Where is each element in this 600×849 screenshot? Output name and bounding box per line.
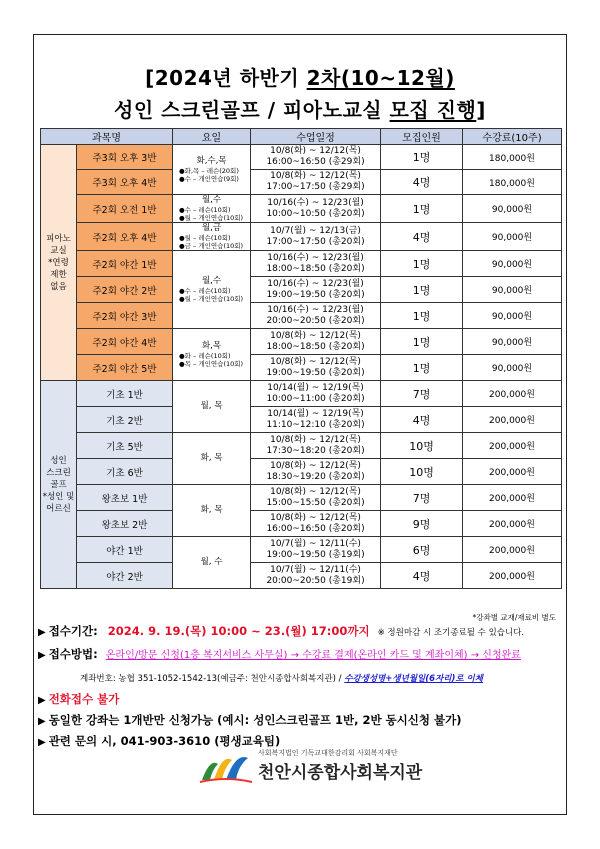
- schedule-cell: [251, 251, 381, 277]
- class-name: 야간 2반: [77, 563, 173, 589]
- schedule-time: 18:30~19:20 (총20회): [266, 471, 365, 482]
- fee-cell: 180,000원: [463, 145, 562, 170]
- table-row: [41, 195, 562, 223]
- piano-cat-line: 제한: [50, 269, 67, 280]
- schedule-time: 10:00~10:50 (총20회): [266, 208, 365, 219]
- golf-cat-line: *성인 및: [42, 491, 75, 502]
- triangle-bullet-icon: ▶: [38, 627, 46, 638]
- period-note: ※ 정원마감 시 조기종료될 수 있습니다.: [377, 628, 525, 638]
- schedule-time: 17:30~18:20 (총20회): [266, 445, 365, 456]
- recruit-cell: 4명: [381, 407, 463, 433]
- table-row: [41, 329, 562, 355]
- days-detail: ●목 – 개인연습(10회): [179, 360, 244, 368]
- method-line: [38, 646, 521, 662]
- table-row: [41, 355, 562, 381]
- table-row: [41, 145, 562, 170]
- schedule-dates: 10/14(월) ~ 12/19(목): [267, 382, 364, 393]
- schedule-time: 16:00~16:50 (총29회): [266, 157, 365, 167]
- recruit-cell: 4명: [381, 563, 463, 589]
- schedule-cell: [251, 485, 381, 511]
- logo: [198, 748, 458, 788]
- schedule-dates: 10/7(월) ~ 12/11(수): [270, 564, 361, 575]
- days-cell: [173, 145, 251, 195]
- schedule-cell: [251, 329, 381, 355]
- days-cell: 월, 수: [173, 537, 251, 589]
- days-cell: 화, 목: [173, 433, 251, 485]
- schedule-time: 16:00~16:50 (총20회): [266, 523, 365, 534]
- class-name: 주3회 오후 4반: [77, 170, 173, 195]
- method-value: 온라인/방문 신청(1층 복지서비스 사무실) → 수강료 결제(온라인 카드 및 계좌이체) → 신청완료: [105, 650, 521, 661]
- days-cell: [173, 251, 251, 329]
- class-name: 기초 5반: [77, 433, 173, 459]
- table-row: [41, 407, 562, 433]
- title-line-2-prefix: 성인 스크린골프 / 피아노교실: [114, 98, 390, 122]
- fee-cell: 90,000원: [463, 329, 562, 355]
- class-name: 주2회 야간 1반: [77, 251, 173, 277]
- schedule-dates: 10/8(화) ~ 12/12(목): [270, 330, 361, 341]
- recruit-cell: 1명: [381, 329, 463, 355]
- piano-cat-line: 없음: [50, 281, 67, 292]
- account-number: 계좌번호: 농협 351-1052-1542-13(예금주: 천안시종합사회복지관) /: [80, 674, 345, 684]
- fee-cell: 200,000원: [463, 459, 562, 485]
- days-detail: ●화,목 – 레슨(20회): [179, 167, 239, 175]
- fee-cell: 180,000원: [463, 170, 562, 195]
- days-detail: ●금 – 개인연습(10회): [179, 242, 244, 250]
- class-name: 주2회 야간 4반: [77, 329, 173, 355]
- recruit-cell: 1명: [381, 145, 463, 170]
- schedule-dates: 10/7(월) ~ 12/13(금): [270, 225, 361, 236]
- recruit-cell: 4명: [381, 170, 463, 195]
- table-row: [41, 433, 562, 459]
- days-detail: ●화 – 레슨(10회): [179, 352, 231, 360]
- phone-line: [38, 691, 119, 707]
- class-name: 왕초보 2반: [77, 511, 173, 537]
- period-value: 2024. 9. 19.(목) 10:00 ~ 23.(월) 17:00까지: [107, 624, 370, 638]
- schedule-time: 19:00~19:50 (총20회): [266, 367, 365, 378]
- header-recruit: 모집인원: [381, 129, 463, 145]
- title-line-1: [0, 62, 600, 91]
- schedule-cell: [251, 407, 381, 433]
- fee-cell: 200,000원: [463, 485, 562, 511]
- schedule-cell: [251, 223, 381, 251]
- period-line: [38, 623, 524, 639]
- recruit-cell: 10명: [381, 433, 463, 459]
- table-row: [41, 277, 562, 303]
- schedule-cell: [251, 277, 381, 303]
- schedule-dates: 10/16(수) ~ 12/23(월): [267, 278, 364, 289]
- schedule-time: 18:00~18:50 (총20회): [266, 263, 365, 274]
- table-row: [41, 537, 562, 563]
- schedule-cell: [251, 537, 381, 563]
- schedule-dates: 10/7(월) ~ 12/11(수): [270, 538, 361, 549]
- inquiry-note: 관련 문의 시, 041-903-3610 (평생교육팀): [48, 734, 281, 748]
- class-name: 주2회 야간 3반: [77, 303, 173, 329]
- account-note: 수강생성명+생년월일(6자리)로 이체: [344, 674, 483, 684]
- days-cell: 화, 목: [173, 485, 251, 537]
- title-line-1-underlined: 2차(10~12월): [306, 66, 455, 90]
- schedule-cell: [251, 563, 381, 589]
- table-row: [41, 223, 562, 251]
- title-line-2-underlined: 모집 진행: [389, 98, 477, 122]
- table-row: [41, 511, 562, 537]
- schedule-time: 11:10~12:10 (총20회): [266, 419, 365, 430]
- class-name: 기초 6반: [77, 459, 173, 485]
- schedule-time: 15:00~15:50 (총20회): [266, 497, 365, 508]
- schedule-cell: [251, 170, 381, 195]
- period-label: 접수기간:: [48, 624, 98, 638]
- piano-cat-line: 교실: [50, 245, 67, 256]
- days-cell: [173, 329, 251, 381]
- phone-no: 전화접수 불가: [48, 692, 120, 706]
- table-row: [41, 251, 562, 277]
- recruit-cell: 10명: [381, 459, 463, 485]
- class-name: 주2회 야간 2반: [77, 277, 173, 303]
- triangle-bullet-icon: ▶: [38, 716, 46, 727]
- recruit-cell: 4명: [381, 223, 463, 251]
- recruit-cell: 1명: [381, 251, 463, 277]
- fee-cell: 200,000원: [463, 407, 562, 433]
- days-detail: ●수 – 개인연습(9회): [179, 175, 239, 183]
- inquiry-line: [38, 733, 280, 749]
- schedule-dates: 10/8(화) ~ 12/12(목): [270, 356, 361, 367]
- schedule-dates: 10/8(화) ~ 12/12(목): [270, 460, 361, 471]
- piano-cat-line: *연령: [48, 257, 69, 268]
- golf-cat-line: 스크린: [46, 467, 71, 478]
- fee-cell: 200,000원: [463, 511, 562, 537]
- schedule-cell: [251, 433, 381, 459]
- days-cell: [173, 223, 251, 251]
- fee-cell: 200,000원: [463, 381, 562, 407]
- table-row: [41, 303, 562, 329]
- same-class-line: [38, 712, 462, 728]
- method-label: 접수방법:: [48, 647, 98, 661]
- same-class-note: 동일한 강좌는 1개반만 신청가능 (예시: 성인스크린골프 1반, 2반 동시신청 불가): [48, 713, 462, 727]
- fee-cell: 90,000원: [463, 303, 562, 329]
- days-detail: ●수 – 레슨(10회): [179, 206, 231, 214]
- fee-cell: 90,000원: [463, 251, 562, 277]
- schedule-dates: 10/16(수) ~ 12/23(월): [267, 252, 364, 263]
- days-main: 월,수: [201, 195, 222, 205]
- title-line-1-prefix: [2024년 하반기: [145, 66, 307, 90]
- schedule-time: 19:00~19:50 (총19회): [266, 549, 365, 560]
- fee-cell: 90,000원: [463, 355, 562, 381]
- days-main: 월,수: [201, 276, 222, 286]
- fee-cell: 90,000원: [463, 195, 562, 223]
- material-note: *강좌별 교재/재료비 별도: [472, 613, 556, 622]
- recruit-cell: 1명: [381, 277, 463, 303]
- schedule-dates: 10/8(화) ~ 12/12(목): [270, 146, 361, 156]
- schedule-dates: 10/8(화) ~ 12/12(목): [270, 171, 361, 181]
- title-line-2-suffix: ]: [476, 98, 486, 122]
- fee-cell: 200,000원: [463, 563, 562, 589]
- schedule-dates: 10/8(화) ~ 12/12(목): [270, 512, 361, 523]
- header-subject: 과목명: [41, 129, 173, 145]
- fee-cell: 90,000원: [463, 277, 562, 303]
- table-row: [41, 563, 562, 589]
- golf-cat-line: 성인: [50, 455, 67, 466]
- logo-title: 천안시종합사회복지관: [258, 763, 423, 783]
- schedule-cell: [251, 355, 381, 381]
- recruit-cell: 6명: [381, 537, 463, 563]
- header-schedule: 수업일정: [251, 129, 381, 145]
- triangle-bullet-icon: ▶: [38, 737, 46, 748]
- class-name: 주2회 오전 1반: [77, 195, 173, 223]
- days-detail: ●월 – 레슨(10회): [179, 234, 231, 242]
- days-detail: ●월 – 개인연습(10회): [179, 214, 244, 222]
- header-fee: 수강료(10주): [463, 129, 562, 145]
- schedule-time: 10:00~11:00 (총20회): [266, 393, 365, 404]
- schedule-dates: 10/16(수) ~ 12/23(월): [267, 304, 364, 315]
- schedule-time: 18:00~18:50 (총20회): [266, 341, 365, 352]
- schedule-cell: [251, 303, 381, 329]
- days-cell: 월, 목: [173, 381, 251, 433]
- schedule-time: 20:00~20:50 (총20회): [266, 315, 365, 326]
- triangle-bullet-icon: ▶: [38, 695, 46, 706]
- schedule-dates: 10/14(월) ~ 12/19(목): [267, 408, 364, 419]
- days-detail: ●수 – 레슨(10회): [179, 287, 231, 295]
- fee-cell: 200,000원: [463, 433, 562, 459]
- piano-category-cell: [41, 145, 77, 381]
- triangle-bullet-icon: ▶: [38, 650, 46, 661]
- days-detail: ●월 – 개인연습(10회): [179, 295, 244, 303]
- table-header-row: [41, 129, 562, 145]
- logo-subtitle: 사회복지법인 기독교대한감리회 사회복지재단: [258, 749, 398, 757]
- recruit-cell: 1명: [381, 355, 463, 381]
- golf-category-cell: [41, 381, 77, 589]
- piano-cat-line: 피아노: [46, 233, 71, 244]
- schedule-cell: [251, 145, 381, 170]
- recruit-cell: 9명: [381, 511, 463, 537]
- schedule-cell: [251, 381, 381, 407]
- schedule-dates: 10/8(화) ~ 12/12(목): [270, 486, 361, 497]
- class-name: 왕초보 1반: [77, 485, 173, 511]
- recruit-cell: 1명: [381, 303, 463, 329]
- schedule-time: 17:00~17:50 (총29회): [266, 182, 365, 192]
- days-main: 화,수,목: [196, 156, 227, 166]
- table-row: [41, 381, 562, 407]
- schedule-time: 20:00~20:50 (총19회): [266, 575, 365, 586]
- account-line: [80, 672, 483, 684]
- days-main: 월,금: [201, 223, 222, 233]
- schedule-time: 19:00~19:50 (총20회): [266, 289, 365, 300]
- logo-mark-icon: [198, 750, 254, 786]
- schedule-cell: [251, 195, 381, 223]
- golf-cat-line: 어르신: [46, 503, 71, 514]
- schedule-dates: 10/8(화) ~ 12/12(목): [270, 434, 361, 445]
- class-name: 주2회 야간 5반: [77, 355, 173, 381]
- class-name: 주2회 오후 4반: [77, 223, 173, 251]
- recruit-cell: 7명: [381, 381, 463, 407]
- recruit-cell: 7명: [381, 485, 463, 511]
- schedule-cell: [251, 511, 381, 537]
- title-line-2: [0, 94, 600, 123]
- class-name: 기초 1반: [77, 381, 173, 407]
- class-name: 주3회 오후 3반: [77, 145, 173, 170]
- fee-cell: 90,000원: [463, 223, 562, 251]
- class-name: 기초 2반: [77, 407, 173, 433]
- table-row: [41, 459, 562, 485]
- class-name: 야간 1반: [77, 537, 173, 563]
- schedule-cell: [251, 459, 381, 485]
- fee-cell: 200,000원: [463, 537, 562, 563]
- days-main: 화,목: [201, 341, 222, 351]
- recruit-cell: 1명: [381, 195, 463, 223]
- schedule-time: 17:00~17:50 (총20회): [266, 236, 365, 247]
- days-cell: [173, 195, 251, 223]
- schedule-dates: 10/16(수) ~ 12/23(월): [267, 197, 364, 208]
- header-days: 요일: [173, 129, 251, 145]
- table-row: [41, 170, 562, 195]
- schedule-table: [40, 128, 562, 589]
- table-row: [41, 485, 562, 511]
- golf-cat-line: 골프: [50, 479, 67, 490]
